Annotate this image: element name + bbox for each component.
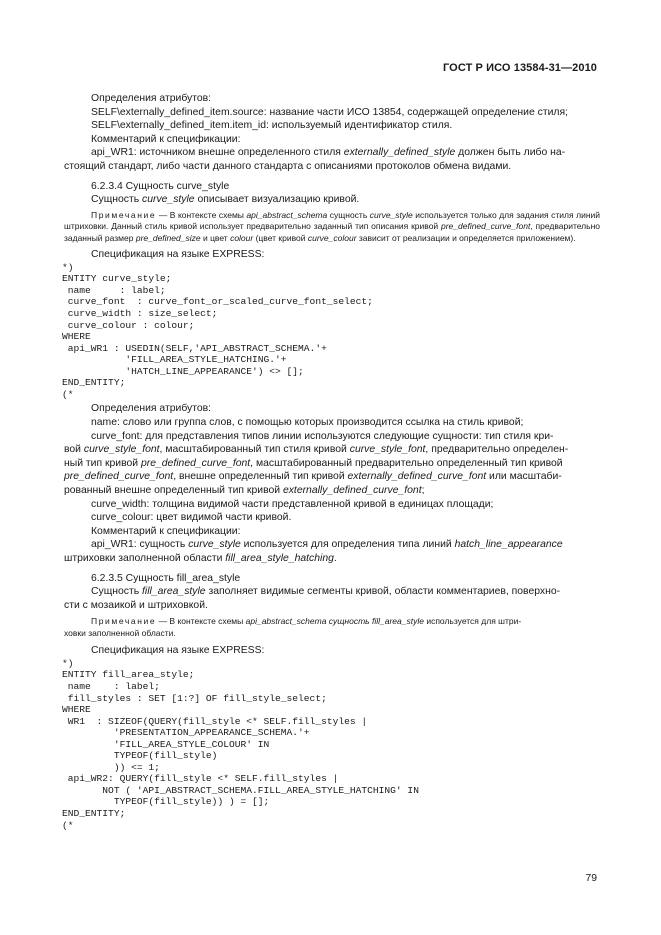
page-number: 79 bbox=[585, 873, 597, 884]
section-heading-fill-area-style: 6.2.3.5 Сущность fill_area_style bbox=[91, 572, 241, 584]
attr-def-curve-font-cont: рованный внешне определенный тип кривой externally_defined_curve_font; bbox=[64, 484, 425, 496]
rule-api-wr1: api_WR1: источником внешне определенного стиля externally_defined_style должен быть либо на- bbox=[91, 147, 566, 159]
rule-api-wr1-cont: стоящий стандарт, либо части данного стандарта с описаниями протоколов обмена видами. bbox=[64, 160, 512, 172]
attr-def-name: name: слово или группа слов, с помощью которых производится ссылка на стиль кривой; bbox=[91, 417, 524, 428]
section-desc: Сущность fill_area_style заполняет видимые сегменты кривой, области комментариев, поверхно- bbox=[91, 586, 561, 598]
attr-defs-heading: Определения атрибутов: bbox=[91, 93, 212, 104]
attr-def-item-id: SELF\externally_defined_item.item_id: используемый идентификатор стиля. bbox=[91, 120, 453, 132]
note-fill-area-style: Примечание — В контексте схемы api_abstract_schema сущность fill_area_style используется для штри- bbox=[91, 616, 522, 627]
comment-heading: Комментарий к спецификации: bbox=[91, 133, 241, 145]
note-fill-area-style-cont: ховки заполненной области. bbox=[64, 627, 176, 638]
attr-def-curve-font-cont: ный тип кривой pre_defined_curve_font, масштабированный предварительно определенный тип кривой bbox=[64, 457, 563, 469]
attr-defs-heading: Определения атрибутов: bbox=[91, 403, 212, 415]
spec-heading: Спецификация на языке EXPRESS: bbox=[91, 645, 265, 657]
attr-def-curve-font: curve_font: для представления типов линии используются следующие сущности: тип стиля кри- bbox=[91, 430, 554, 442]
attr-def-curve-width: curve_width: толщина видимой части представленной кривой в единицах площади; bbox=[91, 498, 494, 510]
express-code-curve-style: *) ENTITY curve_style; name : label; curve_font : curve_font_or_scaled_curve_font_select; curve_width : size_select; curve_colour : colour; WHERE api_WR1 : USEDIN(SELF,'API_ABSTRACT_SCHEMA.'+ 'FILL_AREA_STYLE_HATCHING.'+ 'HATCH_LINE_APPEARANCE') <> []; END_ENTITY; (* bbox=[62, 261, 373, 400]
section-desc-cont: сти с мозаикой и штриховкой. bbox=[64, 599, 208, 611]
comment-heading: Комментарий к спецификации: bbox=[91, 525, 241, 537]
note-curve-style: Примечание — В контексте схемы api_abstract_schema сущность curve_style используется только для задания стиля линий штриховки. Данный стиль кривой использует предварительно заданный тип описания кривой pre_defined_curve_font, предварительно заданный размер pre_defined_size и цвет colour (цвет кривой curve_colour зависит от реализации и определяется приложением). bbox=[64, 209, 601, 243]
section-heading-curve-style: 6.2.3.4 Сущность curve_style bbox=[91, 180, 230, 192]
express-code-fill-area-style: *) ENTITY fill_area_style; name : label; fill_styles : SET [1:?] OF fill_style_select; WHERE WR1 : SIZEOF(QUERY(fill_style <* SELF.fill_styles | 'PRESENTATION_APPEARANCE_SCHEMA.'+ 'FILL_AREA_STYLE_COLOUR' IN TYPEOF(fill_style) )) <= 1; api_WR2: QUERY(fill_style <* SELF.fill_styles | NOT ( 'API_ABSTRACT_SCHEMA.FILL_AREA_STYLE_HATCHING' IN TYPEOF(fill_style)) ) = []; END_ENTITY; (* bbox=[62, 657, 419, 831]
rule-api-wr1-cont: штриховки заполненной области fill_area_style_hatching. bbox=[64, 552, 337, 564]
section-desc: Сущность curve_style описывает визуализацию кривой. bbox=[91, 194, 360, 206]
rule-api-wr1: api_WR1: сущность curve_style используется для определения типа линий hatch_line_appearance bbox=[91, 539, 563, 551]
attr-def-curve-colour: curve_colour: цвет видимой части кривой. bbox=[91, 512, 292, 524]
standard-header: ГОСТ Р ИСО 13584-31—2010 bbox=[442, 62, 597, 74]
page-content bbox=[64, 92, 600, 831]
spec-heading: Спецификация на языке EXPRESS: bbox=[91, 249, 265, 261]
attr-def-curve-font-cont: вой curve_style_font, масштабированный тип стиля кривой curve_style_font, предварительно определен- bbox=[64, 444, 569, 456]
attr-def-source: SELF\externally_defined_item.source: название части ИСО 13854, содержащей определение стиля; bbox=[91, 106, 568, 118]
attr-def-curve-font-cont: pre_defined_curve_font, внешне определенный тип кривой externally_defined_curve_font или масштаби- bbox=[64, 471, 562, 483]
